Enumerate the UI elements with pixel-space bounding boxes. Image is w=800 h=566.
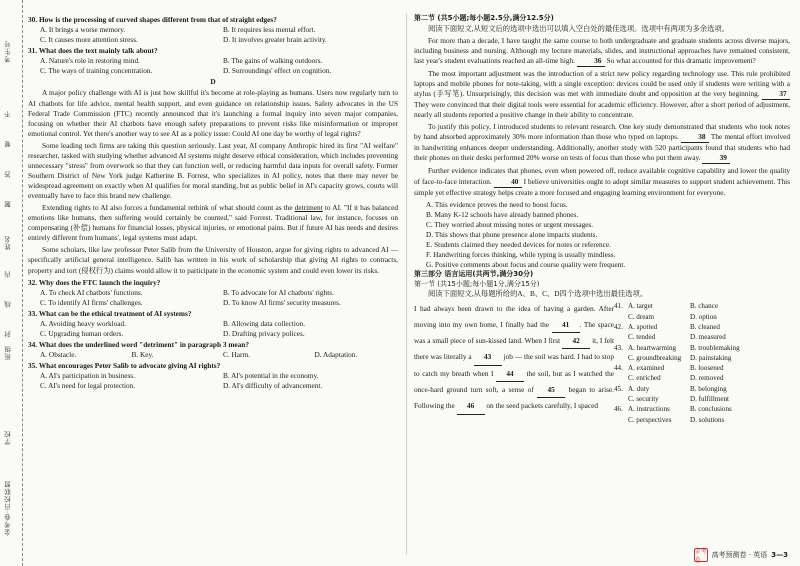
text: Extending rights to AI also forces a fundamental rethink of what should count as the [42,203,295,213]
choice: A. duty [628,384,650,393]
choice: D. painstaking [690,353,732,362]
blank-41: 41 [552,317,580,333]
question-32-options [28,288,398,308]
question-34-options [28,350,398,360]
text: The mental effort involved in handwriting enhances deeper understanding. Additionally, another study with 520 participants found that students who had their phones on their desks performed 20% worse on tests of focus than those who put them away. [414,132,790,163]
choice: B. cleaned [690,323,720,332]
option: D. AI's difficulty of advancement. [223,381,323,391]
question-30-options [28,25,398,45]
option: B. The gains of walking outdoors. [223,56,323,66]
choice: A. heartwarming [628,343,677,352]
passage-paragraph [414,122,790,164]
choice: B. chance [690,302,718,311]
option: D. To know AI firms' security measures. [223,297,341,307]
name-label: 姓名 [4,235,12,250]
option: A. Nature's role in restoring mind. [40,56,141,66]
option: D. Surroundings' effect on cognition. [223,66,332,76]
choice: A. spotted [628,323,658,332]
blank-36: 36 [577,56,605,67]
blank-44: 44 [496,366,524,382]
seal-label: 封 [4,330,12,338]
question-35-options [28,371,398,391]
passage-label: D [210,77,216,87]
blank-45: 45 [537,382,565,398]
blank-40: 40 [494,177,522,188]
passage-paragraph [414,166,790,197]
option: C. AI's need for legal protection. [40,381,136,391]
choice: A. target [628,302,653,311]
text: To justify this policy, I introduced students to relevant research. One key study demonstrated that students who took notes by hand absorbed approximately 30% more information than those who typed on laptops. [414,122,790,142]
text: to AI. "If it has balanced emotions like humans, then suffering would certainly be counted," said Forrest. Traditional law, for instance, focuses on compensating (补偿) humans for financial losses, physical injuries, or emotional pains. But if future AI has needs and desires entirely different from humans', legal systems must adapt. [28,203,398,243]
option: A. It brings a worse memory. [40,25,126,35]
choice: C. dream [628,312,655,321]
question-35: 35. What encourages Peter Salib to advocate giving AI rights? [28,361,221,371]
option: A. Obstacle. [40,350,77,359]
text: the soil, but as I watched the once-hard ground turn soft, a sense of [414,368,614,395]
choice-number [614,415,628,425]
text: on the seed packets carefully, I spaced [486,401,598,411]
option: C. It causes more attention stress. [40,35,138,45]
choice: D. fulfillment [690,395,730,403]
question-34: 34. What does the underlined word "detriment" in paragraph 3 mean? [28,339,250,349]
text: I believe universities ought to adopt similar measures to support student achievement. This simple yet effective strategy helps create a more focused and engaging learning environment for everyone. [414,176,790,197]
option: C. Upgrading human orders. [40,328,124,338]
blank-46: 46 [457,398,485,414]
section-2-heading: 第二节 (共5小题;每小题2.5分,满分12.5分) [414,14,554,22]
choice-number [614,332,628,342]
cloze-paragraph: I had always been drawn to the idea of having a garden. After moving into my own home, I finally had the 41 . The space was a small piece of sun-kissed land. When I first 42 it, I felt there was literally a 43 job — the soil was hard. I had to stop to catch my breath when I 44 the soil, but as I watched the once-hard ground turn soft, a sense of 45 began to arise. Following the 46 on the seed packets carefully, I spaced [414,301,614,414]
question-31: 31. What does the text mainly talk about? [28,46,158,56]
option: F. Handwriting forces thinking, while typing is usually mindless. [426,249,616,259]
option: C. They worried about missing notes or urgent messages. [426,219,594,229]
underlined-word: detriment [294,203,323,213]
text: began to arise. Following the [414,385,615,411]
text: The space was a small piece of sun-kissed land. When I first [414,319,614,346]
text: So what accounted for this dramatic improvement? [604,55,756,65]
passage-paragraph [28,203,398,243]
text: I had always been drawn to the idea of having a garden. After moving into my own home, I finally had the [414,304,614,329]
option: B. It requires less mental effort. [223,25,316,35]
option: A. To check AI chatbots' functions. [40,287,143,297]
part-3-heading: 第三部分 语言运用(共两节,满分30分) [414,270,534,279]
question-33-options [28,319,398,339]
passage-paragraph: A major policy challenge with AI is just how skillful it's become at role-playing as humans. Users now regularly turn to AI chatbots for life advice, mental health support, and even guidance on relationship issues. Safety advocates in the US Federal Trade Commission (FTC) recently announced that it's launching a formal inquiry into seven major companies, focusing on whether their AI chatbots have enough safety preparations to prevent risks like misinformation or improper emotional control. Yet there's another way to see AI as a policy issue: Could AI one day be worthy of legal rights? [28,88,398,138]
class-label: 班级 [4,345,12,360]
choice: C. security [628,395,659,403]
option: C. The ways of training concentration. [40,66,153,76]
choice: D. removed [690,374,724,383]
choice-number [614,312,628,322]
choice-number: 43. [614,343,623,352]
option: B. To advocate for AI chatbots' rights. [223,287,334,297]
choice-number [614,353,628,363]
inner-label: 内 [4,270,12,278]
seal-text-1: 不 [4,110,12,118]
text: For more than a decade, I have taught the same course to both undergraduate and graduate students across diverse majors, including business and nursing. Although my lecture materials, slides, and instructional approaches have remained consistent, last year's student evaluations reached an all-time high. [414,35,790,65]
right-column [414,14,790,425]
text: job — the soil was hard. I had to stop to catch my breath when I [414,352,614,378]
passage-paragraph: Some scholars, like law professor Peter Salib from the University of Houston, argue for giving rights to advanced AI — specifically artificial general intelligence. Salib has written in his work of scholarship that giving AI rights to contracts, property and tort (侵权行为) claims would allow it to participate in the economic system and could even lower its risks. [28,245,398,275]
blank-37: 37 [762,89,790,100]
brand-logo: 金考卷 [694,548,707,564]
question-30: 30. How is the processing of curved shapes different from that of straight edges? [28,15,277,24]
option: D. This shows that phone presence alone impacts students. [426,229,598,239]
option: A. This evidence proves the need to boost focus. [426,199,568,209]
choice: A. examined [628,364,665,373]
school-label: 学校 [4,430,12,445]
page-number: 3—3 [771,551,788,559]
option: B. Allowing data collection. [223,318,306,328]
option: D. Adaptation. [314,350,358,359]
question-33: 33. What can be the ethical treatment of AI systems? [28,308,192,318]
option: B. AI's potential in the economy. [223,371,319,381]
section-instruction: 阅读下面短文,从每题所给的A、B、C、D四个选项中选出最佳选项。 [428,289,648,299]
option: G. Positive comments about focus and course quality were frequent. [426,260,626,270]
choice: D. option [690,312,717,321]
cloze-block [414,301,790,424]
text: it, I felt there was literally a [414,336,615,362]
choice-number: 41. [614,302,623,311]
seal-text-2: 要 [4,140,12,148]
blank-38: 38 [681,132,709,143]
page-footer [694,548,788,562]
seal-text-3: 答 [4,170,12,178]
text: They were convinced that their digital tools were essential for academic efficiency. However, after a short period of adjustment, nearly all students reported a positive change in their ability to concentrate. [414,100,790,120]
question-32: 32. Why does the FTC launch the inquiry? [28,277,161,287]
exam-no-label: 考生号 [4,40,12,63]
option: E. Students claimed they needed devices for notes or reference. [426,239,611,249]
option: D. It involves greater brain activity. [223,35,327,45]
blank-39: 39 [702,153,730,164]
cloze-passage [414,301,614,424]
choice: D. solutions [690,415,725,424]
text: Further evidence indicates that phones, even when powered off, reduce available cognitive capability and lower the quality of face-to-face interaction. [414,166,790,186]
question-31-options [28,56,398,76]
option: A. Avoiding heavy workload. [40,318,126,328]
choice: B. conclusions [690,405,732,414]
column-divider [406,14,407,554]
choice-number [614,373,628,383]
passage-paragraph [414,69,790,120]
choice: C. groundbreaking [628,353,682,362]
choice-number: 42. [614,323,623,332]
choice: C. enriched [628,374,661,383]
option: B. Many K-12 schools have already banned phones. [426,209,579,219]
option: B. Key. [131,350,154,359]
choice-number: 44. [614,364,623,373]
part-3-subheading: 第一节 (共15小题;每小题1分,满分15分) [414,279,540,288]
choice: C. tended [628,333,656,342]
seal-text-4: 题 [4,200,12,208]
line-label: 线 [4,300,12,308]
option: C. To identify AI firms' challenges. [40,297,143,307]
left-column [28,14,398,392]
binding-gutter [0,0,23,566]
choice-number [614,394,628,404]
choice: C. perspectives [628,415,672,424]
choice: D. measured [690,333,726,342]
text: The most important adjustment was the introduction of a strict new policy regarding technology use. This rule prohibited laptops and mobile phones for note-taking, with a single exception: devices could be used only if students were writing with a stylus (手写笔). Unsurprisingly, this decision was met with immediate doubt and opposition at the very beginning. [414,68,790,99]
choice-number: 45. [614,384,623,393]
blank-43: 43 [474,349,502,365]
footer-text: 高考预测卷 · 英语 [711,551,768,559]
cloze-choices [614,301,790,424]
passage-paragraph [414,36,790,67]
org-label: 金考卷·百校联盟 [4,480,12,536]
option: A. AI's participation in business. [40,371,135,381]
option: C. Harm. [223,350,250,359]
section-instruction: 阅读下面短文,从短文后的选项中选出可以填入空白处的最佳选项。选项中有两项为多余选项。 [428,23,729,33]
choice: B. loosened [690,364,724,373]
choice: B. troublemaking [690,343,740,352]
choice: B. belonging [690,384,727,393]
choice: A. instructions [628,405,670,414]
passage-paragraph: Some leading tech firms are taking this question seriously. Last year, AI company Anthropic hired its first "AI welfare" researcher, tasked with studying whether advanced AI systems might deserve ethical consideration, which includes preventing unnecessary "stress" from overwork so that they can function well, or reducing harmful data inputs for overall safety. Former Southern District of New York judge Katherine B. Forrest, who specializes in AI policy, notes that there may never be widespread agreement on exactly when AI qualifies for moral standing, but as public belief in AI's capacity grows, courts will eventually have to face this brand new challenge. [28,140,398,201]
choice-number: 46. [614,405,623,414]
section-2-options [414,200,790,270]
option: D. Drafting privacy polices. [223,328,305,338]
blank-42: 42 [562,333,590,349]
